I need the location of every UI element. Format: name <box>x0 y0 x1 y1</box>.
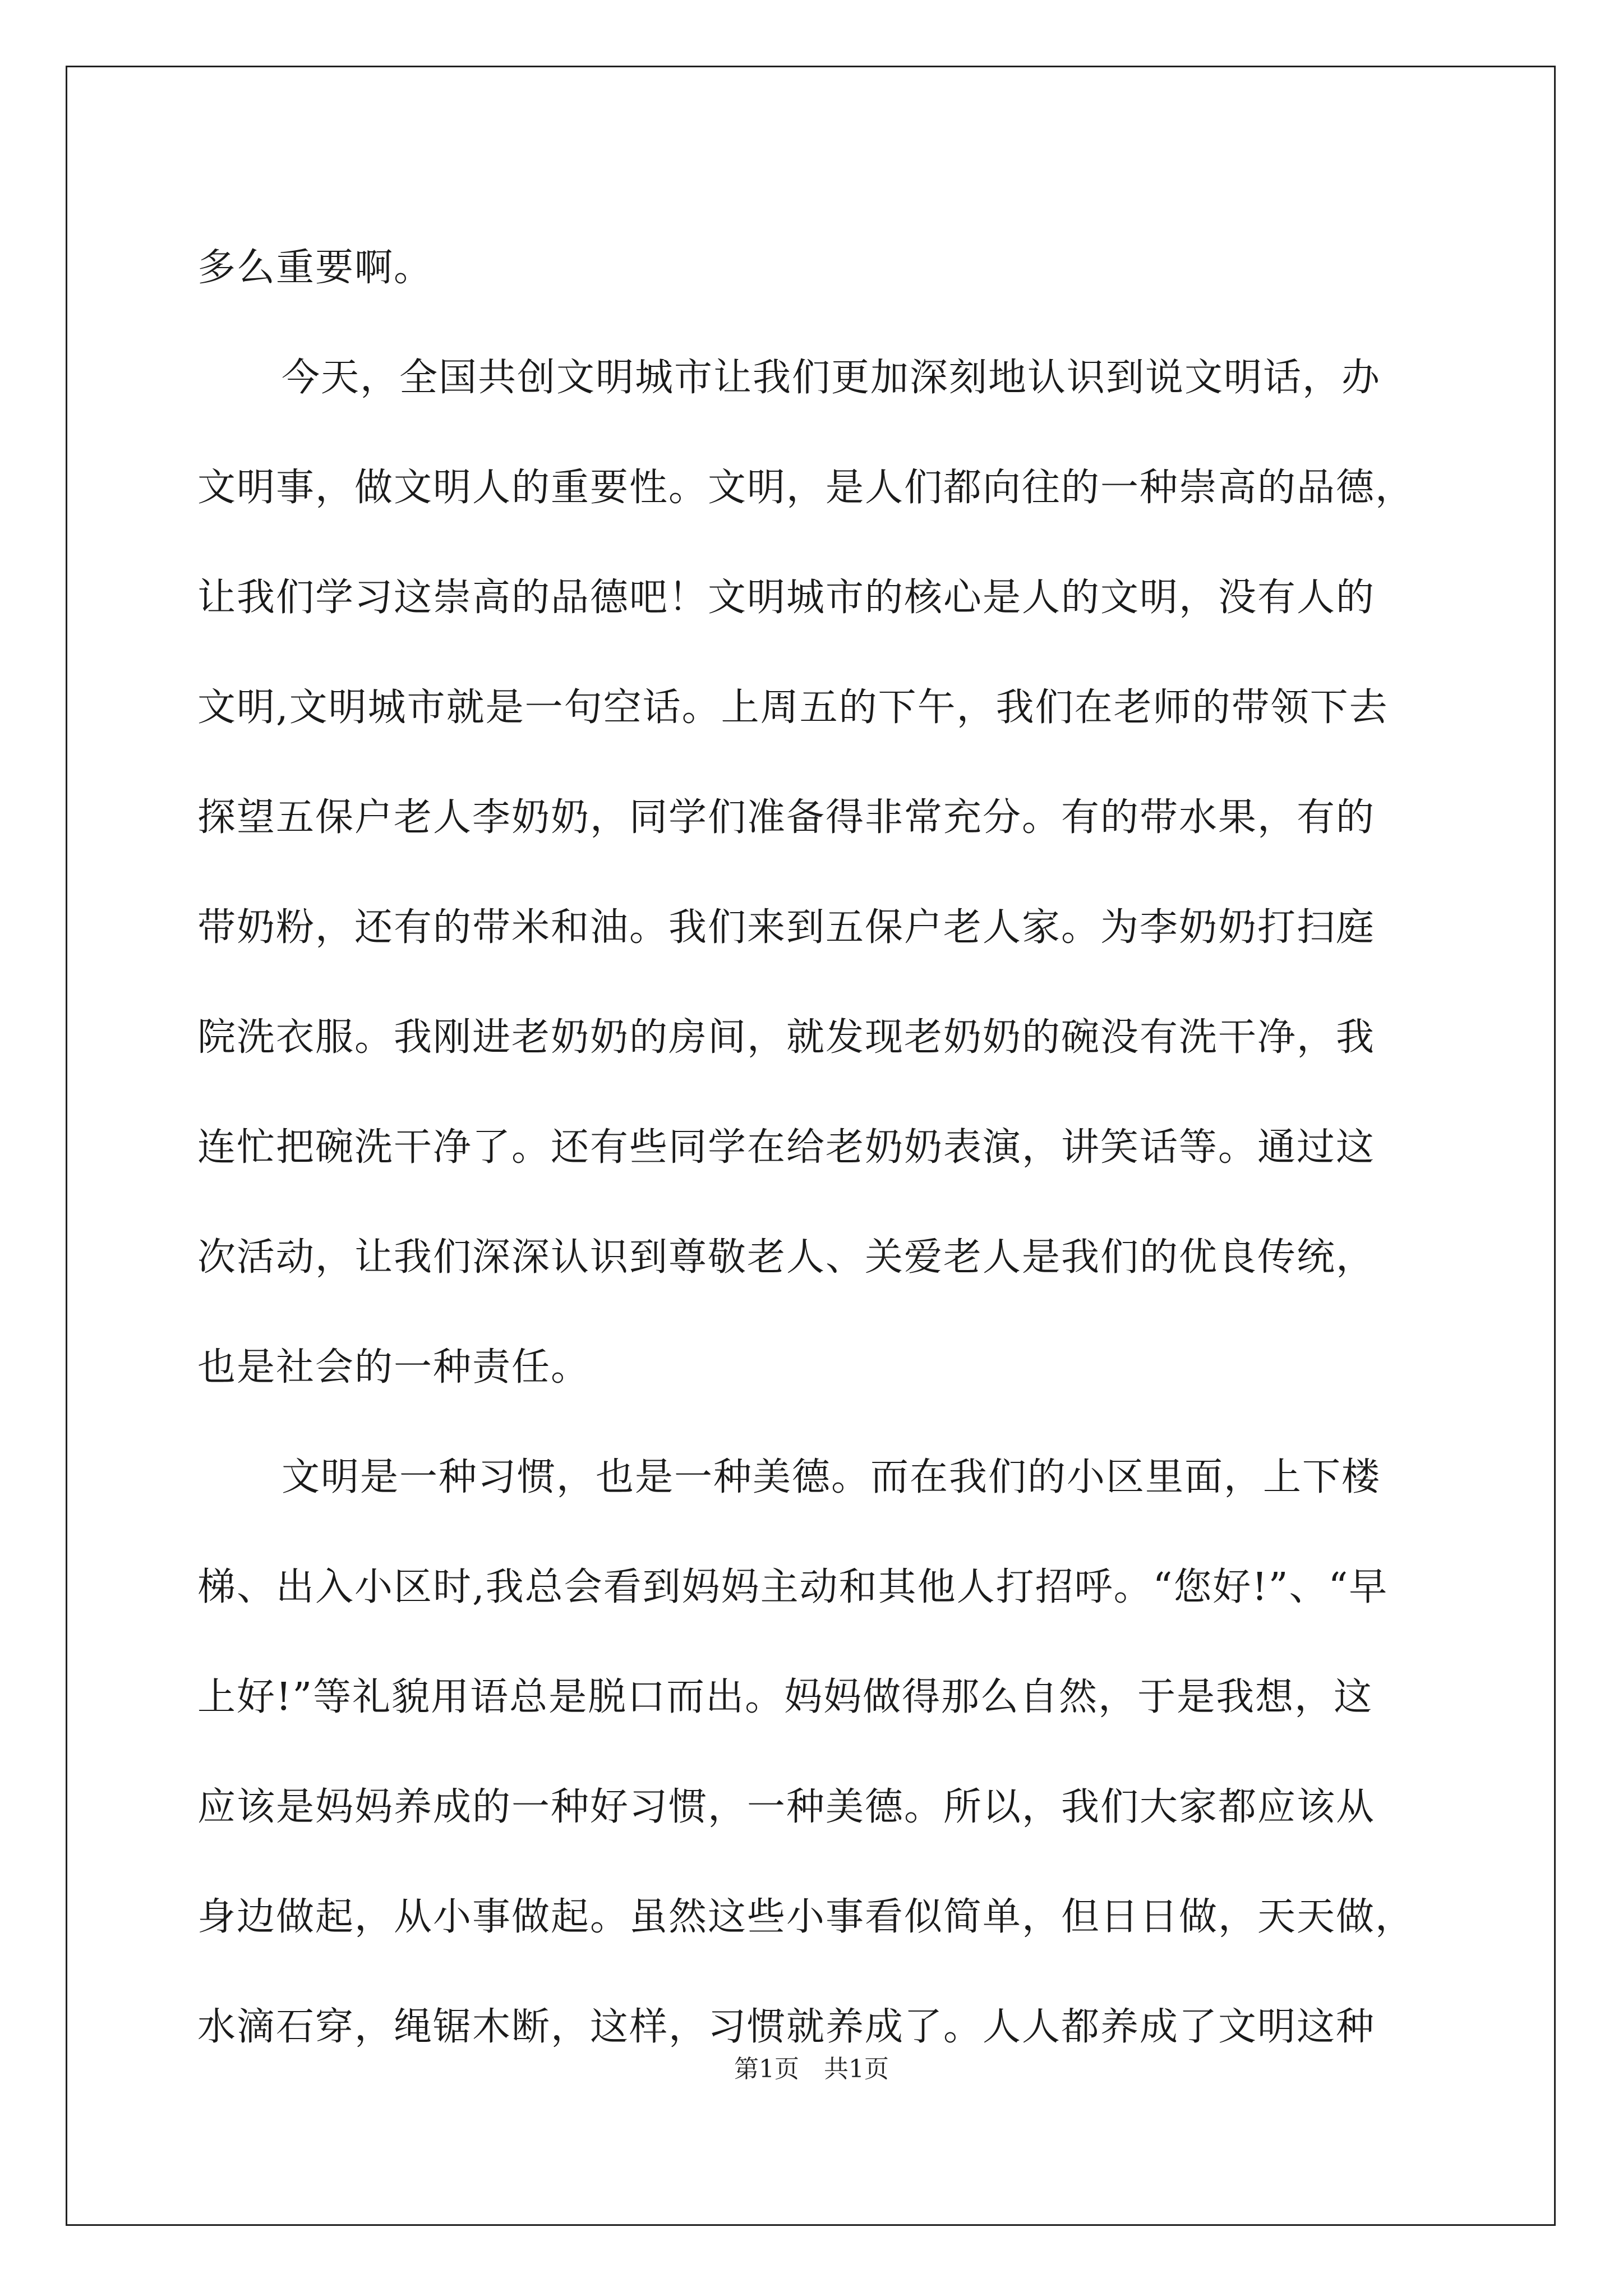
page-footer <box>0 2049 1623 2085</box>
text-line: 应该是妈妈养成的一种好习惯，一种美德。所以，我们大家都应该从 <box>197 1785 1376 1829</box>
text-line: 院洗衣服。我刚进老奶奶的房间，就发现老奶奶的碗没有洗干净，我 <box>197 1015 1376 1060</box>
text-line: 身边做起，从小事做起。虽然这些小事看似简单，但日日做，天天做， <box>197 1895 1415 1939</box>
text-line: 多么重要啊。 <box>197 246 434 290</box>
text-line: 连忙把碗洗干净了。还有些同学在给老奶奶表演，讲笑话等。通过这 <box>197 1125 1376 1170</box>
text-line: 梯、出入小区时,我总会看到妈妈主动和其他人打招呼。“您好!”、“早 <box>197 1565 1389 1609</box>
total-pages: 共1页 <box>824 2055 889 2083</box>
text-line: 探望五保户老人李奶奶，同学们准备得非常充分。有的带水果，有的 <box>197 795 1376 840</box>
text-line: 上好!”等礼貌用语总是脱口而出。妈妈做得那么自然，于是我想，这 <box>197 1675 1373 1719</box>
text-line: 水滴石穿，绳锯木断，这样，习惯就养成了。人人都养成了文明这种 <box>197 2005 1376 2049</box>
text-line: 带奶粉，还有的带米和油。我们来到五保户老人家。为李奶奶打扫庭 <box>197 905 1376 950</box>
text-line: 次活动，让我们深深认识到尊敬老人、关爱老人是我们的优良传统， <box>197 1235 1376 1280</box>
page-number: 第1页 <box>734 2055 799 2083</box>
text-line: 文明是一种习惯，也是一种美德。而在我们的小区里面，上下楼 <box>282 1455 1381 1499</box>
text-line: 也是社会的一种责任。 <box>197 1345 591 1389</box>
text-line: 今天，全国共创文明城市让我们更加深刻地认识到说文明话，办 <box>282 356 1381 400</box>
text-line: 文明事，做文明人的重要性。文明，是人们都向往的一种崇高的品德， <box>197 466 1415 510</box>
text-line: 让我们学习这崇高的品德吧！文明城市的核心是人的文明，没有人的 <box>197 576 1376 620</box>
document-body <box>197 213 1431 2082</box>
text-line: 文明,文明城市就是一句空话。上周五的下午，我们在老师的带领下去 <box>197 685 1389 730</box>
